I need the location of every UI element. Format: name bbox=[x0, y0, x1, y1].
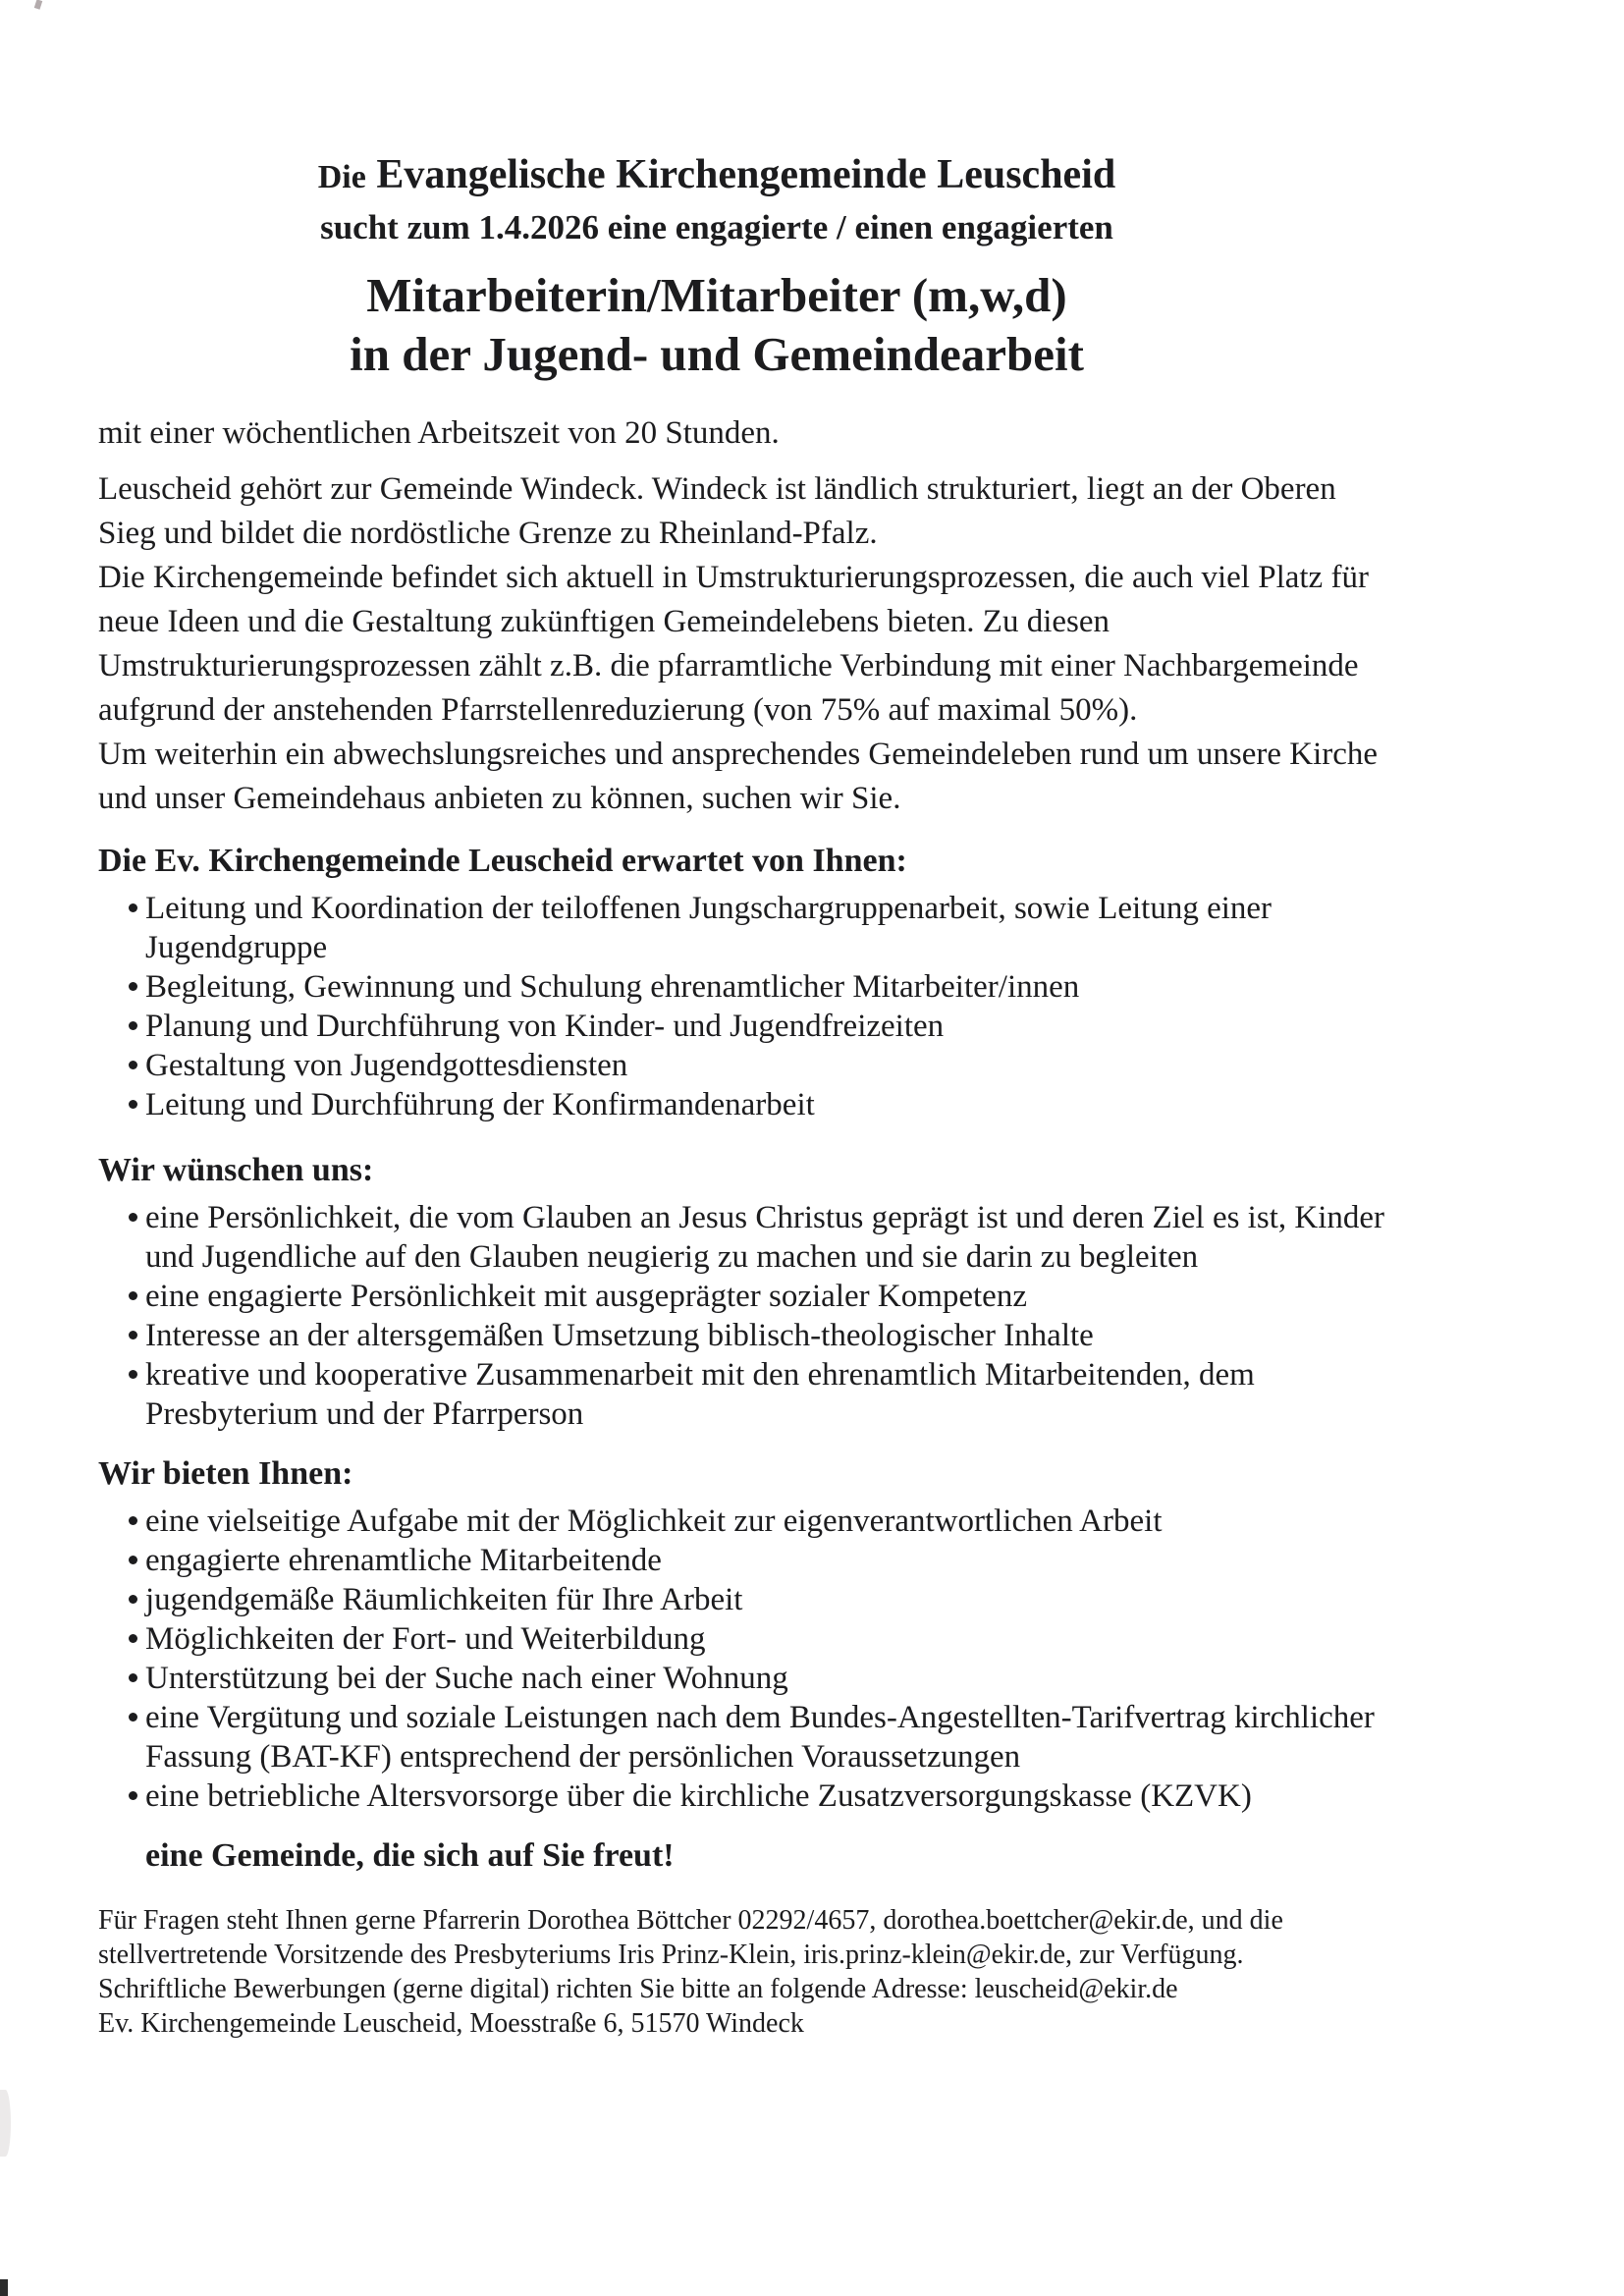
intro-text-line: neue Ideen und die Gestaltung zukünftigen Gemeindelebens bieten. Zu diesen bbox=[98, 604, 1110, 639]
intro-text-line: Umstrukturierungsprozessen zählt z.B. die pfarramtliche Verbindung mit einer Nachbargemeinde bbox=[98, 648, 1359, 683]
intro-text-line: und unser Gemeindehaus anbieten zu können, suchen wir Sie. bbox=[98, 781, 901, 816]
bullet-item: eine Persönlichkeit, die vom Glauben an Jesus Christus geprägt ist und deren Ziel es ist, Kinder und Jugendliche auf den Glauben neugierig zu machen und sie darin zu begleiten bbox=[98, 1198, 1432, 1277]
subtitle-line: sucht zum 1.4.2026 eine engagierte / einen engagierten bbox=[320, 208, 1113, 246]
section-expectations bbox=[98, 839, 1555, 1124]
bullet-item: Gestaltung von Jugendgottesdiensten bbox=[98, 1046, 1432, 1085]
bullet-item: Begleitung, Gewinnung und Schulung ehrenamtlicher Mitarbeiter/innen bbox=[98, 967, 1432, 1007]
expectations-bullet-list bbox=[98, 889, 1555, 1124]
org-intro-line bbox=[98, 149, 1335, 203]
intro-text-line: Sieg und bildet die nordöstliche Grenze zu Rheinland-Pfalz. bbox=[98, 516, 878, 551]
masthead bbox=[98, 149, 1335, 384]
intro-text-line: aufgrund der anstehenden Pfarrstellenreduzierung (von 75% auf maximal 50%). bbox=[98, 692, 1138, 728]
closing-line: eine Gemeinde, die sich auf Sie freut! bbox=[145, 1837, 675, 1874]
bullet-item: eine vielseitige Aufgabe mit der Möglichkeit zur eigenverantwortlichen Arbeit bbox=[98, 1502, 1432, 1541]
scan-artifact-edge-smudge bbox=[0, 2090, 11, 2157]
bullet-item: engagierte ehrenamtliche Mitarbeitende bbox=[98, 1541, 1432, 1580]
contact-block bbox=[98, 1903, 1555, 2041]
bullet-item: eine engagierte Persönlichkeit mit ausgeprägter sozialer Kompetenz bbox=[98, 1277, 1432, 1316]
intro-text-line: Die Kirchengemeinde befindet sich aktuell in Umstrukturierungsprozessen, die auch viel Platz für bbox=[98, 560, 1369, 595]
scan-artifact-top-tick bbox=[34, 0, 42, 10]
contact-line: stellvertretende Vorsitzende des Presbyteriums Iris Prinz-Klein, iris.prinz-klein@ekir.de, zur Verfügung. bbox=[98, 1940, 1244, 1970]
intro-text-line: Um weiterhin ein abwechslungsreiches und ansprechendes Gemeindeleben rund um unsere Kirche bbox=[98, 737, 1379, 772]
job-title bbox=[98, 266, 1335, 384]
bullet-item: eine betriebliche Altersvorsorge über die kirchliche Zusatzversorgungskasse (KZVK) bbox=[98, 1777, 1432, 1816]
section-wishes bbox=[98, 1148, 1555, 1434]
bullet-item: Möglichkeiten der Fort- und Weiterbildung bbox=[98, 1619, 1432, 1659]
intro-paragraph bbox=[98, 467, 1555, 821]
bullet-item: eine Vergütung und soziale Leistungen nach dem Bundes-Angestellten-Tarifvertrag kirchlicher Fassung (BAT-KF) entsprechend der persönlichen Voraussetzungen bbox=[98, 1698, 1432, 1777]
intro-text-line: Leuscheid gehört zur Gemeinde Windeck. Windeck ist ländlich strukturiert, liegt an der Oberen bbox=[98, 471, 1336, 507]
contact-line: Ev. Kirchengemeinde Leuscheid, Moesstraße 6, 51570 Windeck bbox=[98, 2008, 804, 2039]
org-name: Evangelische Kirchengemeinde Leuscheid bbox=[376, 152, 1116, 197]
section-expectations-heading: Die Ev. Kirchengemeinde Leuscheid erwartet von Ihnen: bbox=[98, 843, 907, 879]
section-offers-heading: Wir bieten Ihnen: bbox=[98, 1455, 353, 1492]
bullet-item: kreative und kooperative Zusammenarbeit mit den ehrenamtlich Mitarbeitenden, dem Presbyterium und der Pfarrperson bbox=[98, 1355, 1432, 1434]
offers-bullet-list bbox=[98, 1502, 1555, 1816]
bullet-item: Unterstützung bei der Suche nach einer Wohnung bbox=[98, 1659, 1432, 1698]
worktime-note: mit einer wöchentlichen Arbeitszeit von 20 Stunden. bbox=[98, 415, 780, 451]
section-wishes-heading: Wir wünschen uns: bbox=[98, 1152, 374, 1188]
org-intro-prefix: Die bbox=[317, 159, 366, 195]
wishes-bullet-list bbox=[98, 1198, 1555, 1434]
bullet-item: Interesse an der altersgemäßen Umsetzung biblisch-theologischer Inhalte bbox=[98, 1316, 1432, 1355]
bullet-item: jugendgemäße Räumlichkeiten für Ihre Arbeit bbox=[98, 1580, 1432, 1619]
bullet-item: Leitung und Durchführung der Konfirmandenarbeit bbox=[98, 1085, 1432, 1124]
contact-line: Schriftliche Bewerbungen (gerne digital) richten Sie bitte an folgende Adresse: leuscheid@ekir.de bbox=[98, 1974, 1178, 2004]
bullet-item: Leitung und Koordination der teiloffenen Jungschargruppenarbeit, sowie Leitung einer Jugendgruppe bbox=[98, 889, 1432, 967]
bullet-item: Planung und Durchführung von Kinder- und Jugendfreizeiten bbox=[98, 1007, 1432, 1046]
contact-line: Für Fragen steht Ihnen gerne Pfarrerin Dorothea Böttcher 02292/4657, dorothea.boettcher@ekir.de, und die bbox=[98, 1905, 1283, 1936]
job-title-line2: in der Jugend- und Gemeindearbeit bbox=[350, 327, 1084, 381]
job-title-line1: Mitarbeiterin/Mitarbeiter (m,w,d) bbox=[366, 268, 1067, 322]
scan-artifact-corner-mark bbox=[0, 2279, 8, 2296]
section-offers bbox=[98, 1451, 1555, 1816]
